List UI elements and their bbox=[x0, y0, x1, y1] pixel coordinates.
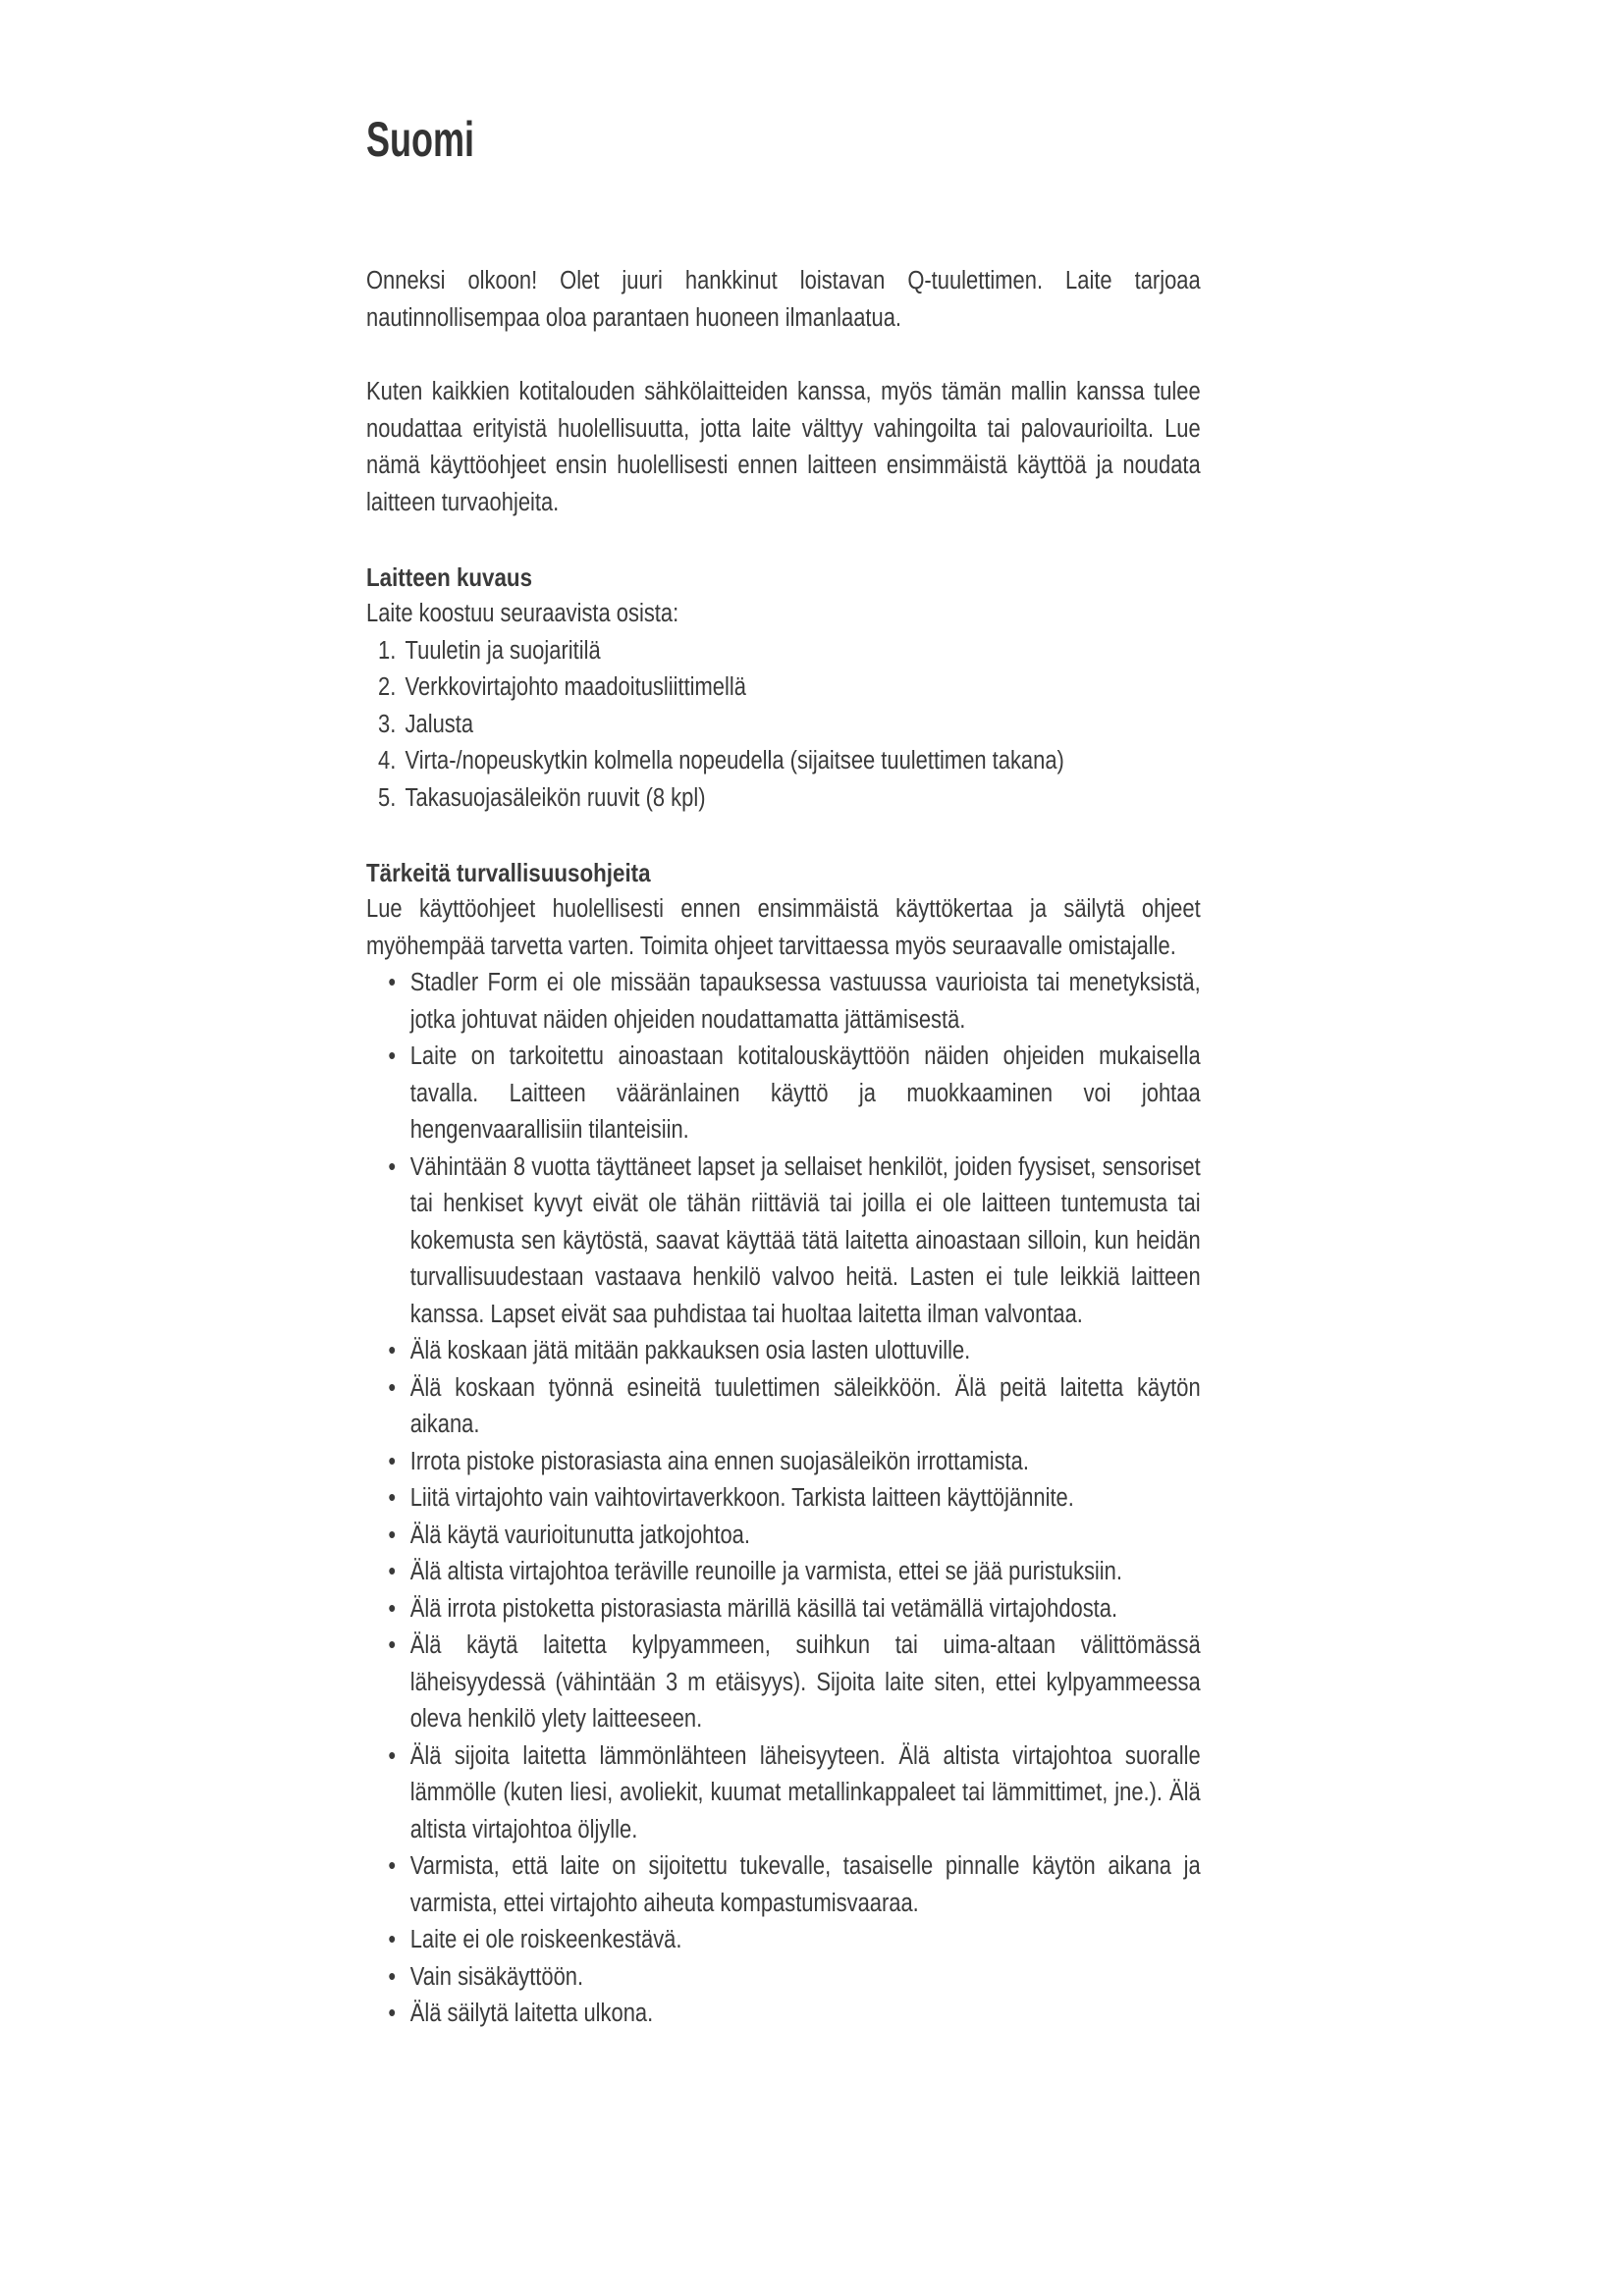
bullet-icon: • bbox=[388, 1152, 397, 1181]
list-item bbox=[366, 707, 1201, 744]
bullet-icon: • bbox=[388, 1852, 397, 1880]
list-number: 1. bbox=[378, 636, 397, 665]
list-item bbox=[388, 1370, 1200, 1444]
bullet-icon: • bbox=[388, 1594, 397, 1623]
list-text: Irrota pistoke pistorasiasta aina ennen suojasäleikön irrottamista. bbox=[409, 1447, 1029, 1475]
list-text: Älä koskaan työnnä esineitä tuulettimen säleikköön. Älä peitä laitetta käytön aikana. bbox=[409, 1373, 1201, 1438]
list-text: Älä koskaan jätä mitään pakkauksen osia lasten ulottuville. bbox=[409, 1337, 971, 1364]
list-item bbox=[388, 1996, 1200, 2033]
bullet-icon: • bbox=[388, 1631, 397, 1659]
list-text: Verkkovirtajohto maadoitusliittimellä bbox=[405, 673, 746, 701]
list-text: Älä irrota pistoketta pistorasiasta märillä käsillä tai vetämällä virtajohdosta. bbox=[409, 1594, 1118, 1623]
bullet-icon: • bbox=[388, 1337, 397, 1364]
list-item bbox=[388, 965, 1200, 1039]
section-lead: Laite koostuu seuraavista osista: bbox=[366, 600, 679, 627]
list-text: Vain sisäkäyttöön. bbox=[409, 1962, 584, 1991]
bullet-icon: • bbox=[388, 1484, 397, 1512]
list-text: Jalusta bbox=[405, 710, 474, 738]
list-text: Takasuojasäleikön ruuvit (8 kpl) bbox=[405, 783, 706, 812]
safety-instructions-section bbox=[366, 854, 1201, 2033]
list-text: Älä käytä laitetta kylpyammeen, suihkun tai uima-altaan välittömässä läheisyydessä (vähintään 3 m etäisyys). Sijoita laite siten, ettei kylpyammeessa oleva henkilö ylety laitteeseen. bbox=[409, 1631, 1201, 1733]
bullet-icon: • bbox=[388, 2000, 397, 2027]
list-item bbox=[388, 1628, 1200, 1738]
list-item bbox=[388, 1444, 1200, 1481]
list-number: 2. bbox=[378, 673, 397, 701]
bullet-icon: • bbox=[388, 1962, 397, 1991]
list-text: Älä sijoita laitetta lämmönlähteen läheisyyteen. Älä altista virtajohtoa suoralle lämmölle (kuten liesi, avoliekit, kuumat metallinkappaleet tai lämmittimet, jne.). Älä altista virtajohtoa öljylle. bbox=[409, 1741, 1201, 1843]
list-text: Laite ei ole roiskeenkestävä. bbox=[409, 1926, 682, 1953]
list-text: Laite on tarkoitettu ainoastaan kotitalouskäyttöön näiden ohjeiden mukaisella tavalla. Laitteen vääränlainen käyttö ja muokkaaminen voi johtaa hengenvaarallisiin tilanteisiin. bbox=[409, 1042, 1201, 1144]
bullet-icon: • bbox=[388, 1926, 397, 1953]
list-item bbox=[388, 1480, 1200, 1518]
bullet-icon: • bbox=[388, 1042, 397, 1070]
device-description-section bbox=[366, 559, 1201, 817]
bullet-icon: • bbox=[388, 1447, 397, 1475]
section-heading: Tärkeitä turvallisuusohjeita bbox=[366, 858, 651, 887]
safety-list bbox=[366, 965, 1201, 2033]
intro-paragraph: Kuten kaikkien kotitalouden sähkölaitteiden kanssa, myös tämän mallin kanssa tulee noudattaa erityistä huolellisuutta, jotta laite välttyy vahingoilta tai palovaurioilta. Lue nämä käyttöohjeet ensin huolellisesti ennen laitteen ensimmäistä käyttöä ja noudata laitteen turvaohjeita. bbox=[366, 378, 1201, 516]
content bbox=[366, 263, 1201, 2033]
intro-paragraph: Onneksi olkoon! Olet juuri hankkinut loistavan Q-tuulettimen. Laite tarjoaa nautinnollisempaa oloa parantaen huoneen ilmanlaatua. bbox=[366, 267, 1201, 332]
list-text: Varmista, että laite on sijoitettu tukevalle, tasaiselle pinnalle käytön aikana ja varmista, ettei virtajohto aiheuta kompastumisvaaraa. bbox=[409, 1852, 1201, 1917]
list-item bbox=[366, 669, 1201, 707]
list-item bbox=[388, 1922, 1200, 1959]
list-item bbox=[388, 1333, 1200, 1370]
list-item bbox=[366, 780, 1201, 818]
list-item bbox=[388, 1039, 1200, 1149]
list-number: 4. bbox=[378, 747, 397, 774]
list-number: 3. bbox=[378, 710, 397, 738]
list-text: Virta-/nopeuskytkin kolmella nopeudella (sijaitsee tuulettimen takana) bbox=[405, 747, 1064, 774]
list-text: Älä altista virtajohtoa teräville reunoille ja varmista, ettei se jää puristuksiin. bbox=[409, 1558, 1122, 1585]
section-lead: Lue käyttöohjeet huolellisesti ennen ensimmäistä käyttökertaa ja säilytä ohjeet myöhempää tarvetta varten. Toimita ohjeet tarvittaessa myös seuraavalle omistajalle. bbox=[366, 895, 1201, 960]
list-item bbox=[388, 1959, 1200, 1997]
list-item bbox=[388, 1518, 1200, 1555]
list-item bbox=[388, 1149, 1200, 1334]
list-text: Älä käytä vaurioitunutta jatkojohtoa. bbox=[409, 1521, 750, 1549]
parts-list bbox=[366, 633, 1201, 818]
list-item bbox=[388, 1591, 1200, 1629]
list-item bbox=[366, 633, 1201, 670]
list-text: Tuuletin ja suojaritilä bbox=[405, 636, 601, 665]
bullet-icon: • bbox=[388, 1558, 397, 1585]
list-item bbox=[388, 1848, 1200, 1922]
section-heading: Laitteen kuvaus bbox=[366, 562, 533, 592]
bullet-icon: • bbox=[388, 1521, 397, 1549]
list-text: Vähintään 8 vuotta täyttäneet lapset ja sellaiset henkilöt, joiden fyysiset, sensoriset tai henkiset kyvyt eivät ole tähän riittäviä tai joilla ei ole laitteen tuntemusta tai kokemusta sen käytöstä, saavat käyttää tätä laitetta ainoastaan silloin, kun heidän turvallisuudestaan vastaava henkilö valvoo heitä. Lasten ei tule leikkiä laitteen kanssa. Lapset eivät saa puhdistaa tai huoltaa laitetta ilman valvontaa. bbox=[409, 1152, 1201, 1328]
bullet-icon: • bbox=[388, 969, 397, 996]
list-item bbox=[388, 1554, 1200, 1591]
list-text: Liitä virtajohto vain vaihtovirtaverkkoon. Tarkista laitteen käyttöjännite. bbox=[409, 1484, 1074, 1512]
bullet-icon: • bbox=[388, 1741, 397, 1770]
list-number: 5. bbox=[378, 783, 397, 812]
page-title: Suomi bbox=[366, 112, 475, 167]
content-body bbox=[366, 263, 1201, 2033]
list-text: Stadler Form ei ole missään tapauksessa vastuussa vaurioista tai menetyksistä, jotka johtuvat näiden ohjeiden noudattamatta jättämisestä. bbox=[409, 969, 1201, 1034]
list-text: Älä säilytä laitetta ulkona. bbox=[409, 2000, 654, 2027]
list-item bbox=[366, 743, 1201, 780]
list-item bbox=[388, 1738, 1200, 1849]
bullet-icon: • bbox=[388, 1373, 397, 1402]
